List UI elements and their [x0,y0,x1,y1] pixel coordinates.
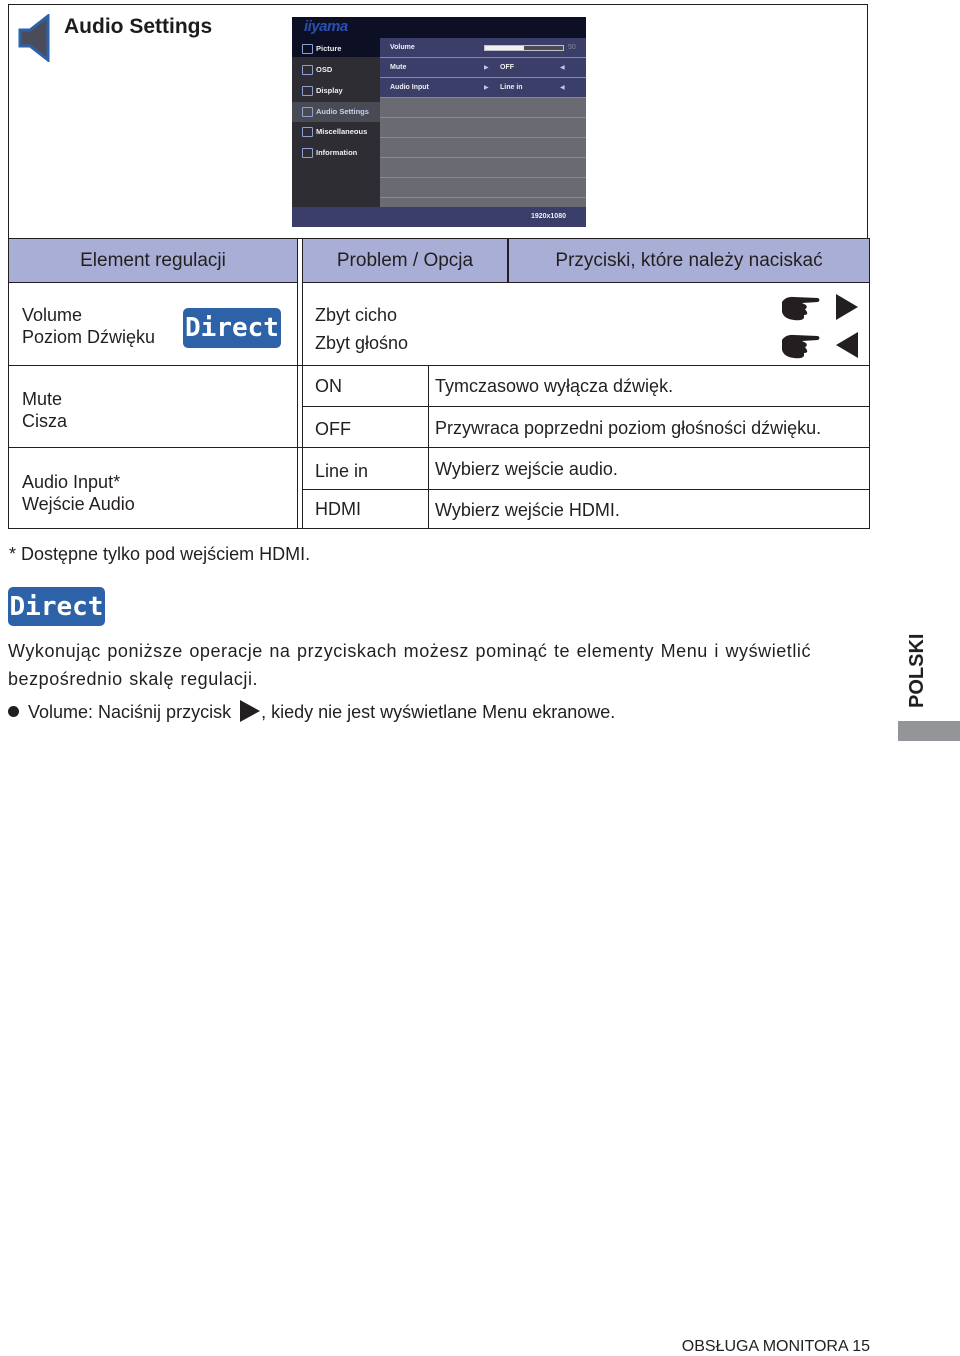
audio-input-label: Audio Input* [22,472,121,492]
footnote: * Dostępne tylko pod wejściem HDMI. [9,544,311,564]
osd-menu-label: Picture [316,44,342,53]
picture-icon [302,44,313,54]
osd-settings-panel [380,38,586,207]
column-divider [297,238,298,529]
osd-row-value: Line in [500,84,523,91]
desc-on: Tymczasowo wyłącza dźwięk. [435,376,674,396]
osd-menu-item-information[interactable] [292,143,380,163]
hand-pointer-icon [780,292,822,322]
osd-menu [292,44,380,207]
bullet-volume [8,700,615,723]
osd-menu-label: Miscellaneous [316,127,368,136]
page-title: Audio Settings [64,15,213,38]
language-tab-bar [898,721,960,741]
osd-menu-item-display[interactable] [292,81,380,101]
osd-row-mute[interactable] [380,58,586,78]
mute-label: Mute [22,389,63,409]
osd-menu-label: OSD [316,65,333,74]
osd-row-label: Mute [390,64,407,71]
table-header-buttons: Przyciski, które należy naciskać [508,238,870,283]
desc-off: Przywraca poprzedni poziom głośności dźwięku. [435,418,822,438]
arrow-right-icon [240,700,260,722]
osd-menu-item-osd[interactable] [292,60,380,80]
resolution-label: 1920x1080 [530,213,566,220]
arrow-right-icon: ▶ [484,65,489,71]
brand-logo: iiyama [304,18,348,35]
speaker-icon [302,107,313,117]
table-header-problem: Problem / Opcja [302,238,508,283]
direct-badge: Direct [183,308,281,348]
desc-hdmi: Wybierz wejście HDMI. [435,500,620,520]
arrow-left-icon [836,332,858,358]
option-line-in: Line in [315,461,369,481]
arrow-right-icon: ▶ [484,85,489,91]
osd-menu-label: Display [316,86,343,95]
osd-row-label: Audio Input [390,84,429,91]
osd-row-label: Volume [390,44,415,51]
desc-line-in: Wybierz wejście audio. [435,459,618,479]
arrow-left-icon: ◀ [560,85,565,91]
bullet-text-post: , kiedy nie jest wyświetlane Menu ekranowe. [261,702,616,722]
arrow-right-icon [836,294,858,320]
volume-value: 50 [568,44,576,51]
osd-empty-row [380,98,586,118]
osd-menu-item-audio-settings[interactable] [292,102,380,122]
option-hdmi: HDMI [315,499,361,519]
osd-row-audio-input[interactable] [380,78,586,98]
row-divider [8,447,870,448]
osd-row-volume[interactable] [380,38,586,58]
volume-label: Volume [22,305,83,325]
hand-pointer-icon [780,330,822,360]
arrow-left-icon: ◀ [560,65,565,71]
direct-paragraph: Wykonując poniższe operacje na przyciskach możesz pominąć te elementy Menu i wyświetlić bezpośrednio skalę regulacji. [8,641,812,689]
bullet-icon [8,706,19,717]
page-footer: OBSŁUGA MONITORA 15 [681,1338,870,1355]
osd-empty-row [380,158,586,178]
row-divider [303,489,870,490]
osd-menu-label: Information [316,148,358,157]
osd-menu-label: Audio Settings [316,107,369,116]
osd-status-bar [292,207,586,227]
volume-bar-fill [485,46,524,50]
info-icon [302,148,313,158]
row-divider [8,365,870,366]
osd-empty-row [380,178,586,198]
osd-screenshot [292,17,586,227]
option-too-loud: Zbyt głośno [315,333,409,353]
volume-bar[interactable] [484,45,564,51]
osd-menu-item-miscellaneous[interactable] [292,122,380,142]
osd-menu-item-picture[interactable] [292,39,380,59]
osd-icon [302,65,313,75]
osd-row-value: OFF [500,64,514,71]
table-header-element: Element regulacji [8,238,298,283]
osd-empty-row [380,118,586,138]
option-off: OFF [315,419,351,439]
direct-badge: Direct [8,587,105,626]
bullet-text-pre: Volume: Naciśnij przycisk [28,702,232,722]
osd-empty-row [380,138,586,158]
column-divider [302,238,303,529]
language-tab: POLSKI [906,633,928,708]
volume-label-pl: Poziom Dźwięku [22,327,156,347]
display-icon [302,86,313,96]
row-divider [303,406,870,407]
option-on: ON [315,376,342,396]
tools-icon [302,127,313,137]
speaker-icon [18,14,54,62]
option-too-quiet: Zbyt cicho [315,305,398,325]
mute-label-pl: Cisza [22,411,68,431]
audio-input-label-pl: Wejście Audio [22,494,135,514]
